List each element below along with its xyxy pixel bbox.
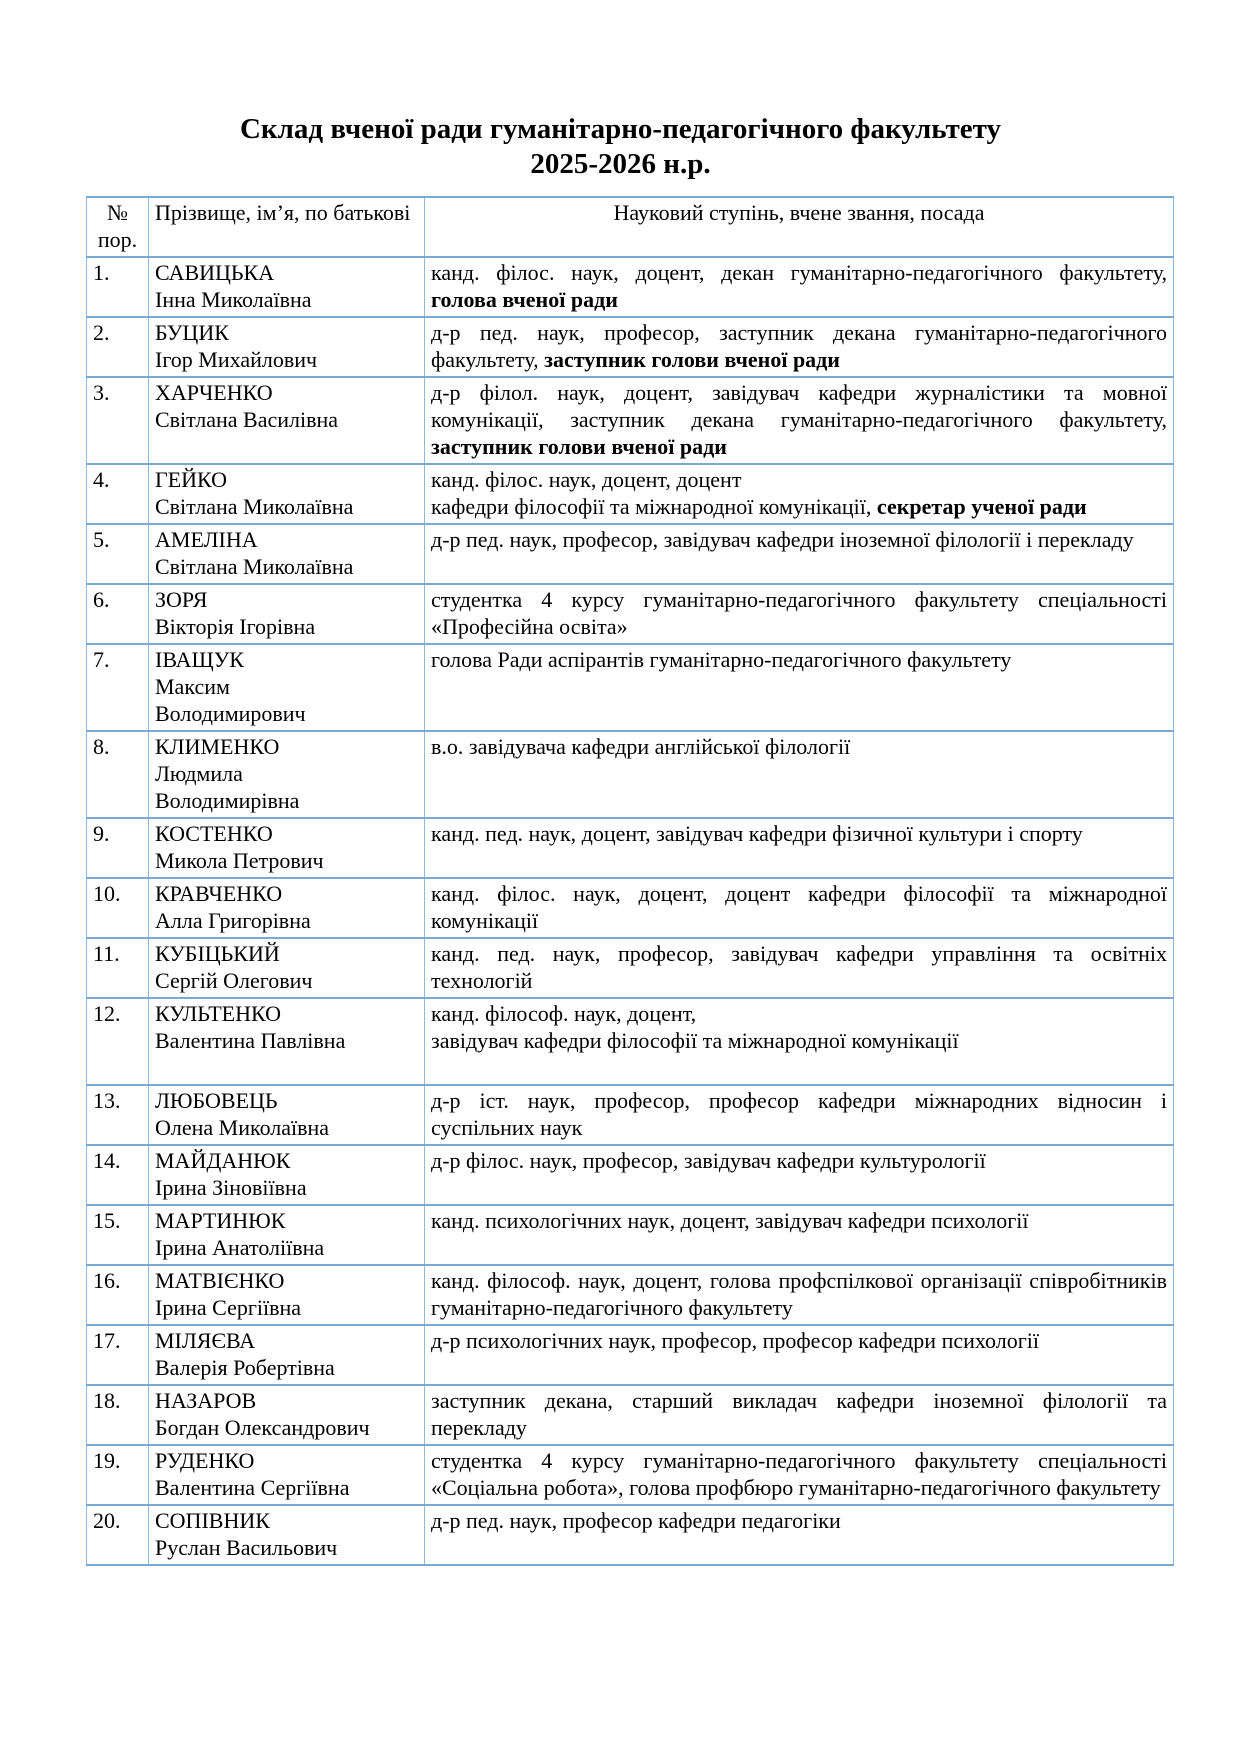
position-cell xyxy=(425,1325,1174,1385)
member-surname: МАЙДАНЮК xyxy=(155,1148,291,1173)
member-surname: ЛЮБОВЕЦЬ xyxy=(155,1088,278,1113)
position-text xyxy=(431,1000,1167,1054)
member-given-name: Ігор Михайлович xyxy=(155,347,318,372)
table-row xyxy=(87,1445,1174,1505)
name-cell xyxy=(149,377,425,464)
position-text xyxy=(431,1447,1167,1501)
name-cell xyxy=(149,1445,425,1505)
position-cell xyxy=(425,377,1174,464)
name-cell xyxy=(149,818,425,878)
position-text-segment: д-р пед. наук, професор, завідувач кафедри іноземної філології і перекладу xyxy=(431,527,1134,552)
document-title-line2: 2025-2026 н.р. xyxy=(530,148,711,180)
position-text-segment: канд. філос. наук, доцент, доцент кафедри філософії та міжнародної комунікації xyxy=(431,881,1167,933)
position-cell xyxy=(425,1445,1174,1505)
member-surname: КУЛЬТЕНКО xyxy=(155,1001,282,1026)
position-text-segment: в.о. завідувача кафедри англійської філології xyxy=(431,734,851,759)
position-text xyxy=(431,526,1167,553)
row-number-cell: 16. xyxy=(87,1265,149,1325)
name-cell xyxy=(149,584,425,644)
row-number-cell: 12. xyxy=(87,998,149,1085)
row-number-cell: 4. xyxy=(87,464,149,524)
name-cell xyxy=(149,524,425,584)
name-cell xyxy=(149,1385,425,1445)
position-text-segment: канд. пед. наук, доцент, завідувач кафедри фізичної культури і спорту xyxy=(431,821,1083,846)
member-surname: КЛИМЕНКО xyxy=(155,734,280,759)
position-text-segment: канд. філос. наук, доцент, доцент xyxy=(431,467,742,492)
position-text-segment: д-р філол. наук, доцент, завідувач кафедри журналістики та мовної комунікації, заступник декана гуманітарно-педагогічного факультету, xyxy=(431,380,1167,432)
position-cell xyxy=(425,1145,1174,1205)
position-cell xyxy=(425,1205,1174,1265)
name-cell xyxy=(149,464,425,524)
position-cell xyxy=(425,1505,1174,1565)
member-surname: МАРТИНЮК xyxy=(155,1208,286,1233)
position-cell xyxy=(425,731,1174,818)
position-bold-text: заступник голови вченої ради xyxy=(431,434,727,459)
name-cell xyxy=(149,257,425,317)
member-given-name: Валентина Сергіївна xyxy=(155,1475,350,1500)
table-row xyxy=(87,1265,1174,1325)
position-text-segment: д-р філос. наук, професор, завідувач кафедри культурології xyxy=(431,1148,986,1173)
position-text xyxy=(431,1147,1167,1174)
member-surname: ГЕЙКО xyxy=(155,467,228,492)
member-surname: МАТВІЄНКО xyxy=(155,1268,285,1293)
document-title xyxy=(0,112,1241,182)
position-cell xyxy=(425,1385,1174,1445)
member-surname: САВИЦЬКА xyxy=(155,260,275,285)
row-number-cell: 2. xyxy=(87,317,149,377)
row-number-cell: 15. xyxy=(87,1205,149,1265)
position-cell xyxy=(425,1085,1174,1145)
position-text xyxy=(431,880,1167,934)
row-number-cell: 14. xyxy=(87,1145,149,1205)
member-given-name: Світлана Миколаївна xyxy=(155,494,354,519)
position-text-segment: канд. психологічних наук, доцент, завідувач кафедри психології xyxy=(431,1208,1029,1233)
position-cell xyxy=(425,878,1174,938)
position-cell xyxy=(425,998,1174,1085)
position-bold-text: заступник голови вченої ради xyxy=(544,347,840,372)
table-row xyxy=(87,1145,1174,1205)
table-row xyxy=(87,1385,1174,1445)
member-surname: КОСТЕНКО xyxy=(155,821,273,846)
table-row xyxy=(87,1325,1174,1385)
position-text xyxy=(431,820,1167,847)
position-cell xyxy=(425,938,1174,998)
table-row xyxy=(87,1085,1174,1145)
table-row xyxy=(87,464,1174,524)
position-text xyxy=(431,1387,1167,1441)
position-text-segment: канд. філософ. наук, доцент, xyxy=(431,1001,697,1026)
name-cell xyxy=(149,1325,425,1385)
position-cell xyxy=(425,644,1174,731)
position-text xyxy=(431,1087,1167,1141)
header-name-cell: Прізвище, ім’я, по батькові xyxy=(149,197,425,257)
table-row xyxy=(87,938,1174,998)
table-row xyxy=(87,377,1174,464)
row-number-cell: 11. xyxy=(87,938,149,998)
table-header-row xyxy=(87,197,1174,257)
member-given-name: Володимирович xyxy=(155,701,306,726)
header-number-line2: пор. xyxy=(97,227,138,252)
position-text-segment: д-р психологічних наук, професор, професор кафедри психології xyxy=(431,1328,1039,1353)
row-number-cell: 17. xyxy=(87,1325,149,1385)
position-text-segment: студентка 4 курсу гуманітарно-педагогічного факультету спеціальності «Соціальна робота», голова профбюро гуманітарно-педагогічного факультету xyxy=(431,1448,1167,1500)
member-surname: КРАВЧЕНКО xyxy=(155,881,283,906)
member-surname: ІВАЩУК xyxy=(155,647,244,672)
row-number-cell: 10. xyxy=(87,878,149,938)
member-given-name: Валентина Павлівна xyxy=(155,1028,346,1053)
position-text xyxy=(431,1267,1167,1321)
position-cell xyxy=(425,464,1174,524)
table-row xyxy=(87,257,1174,317)
table-row xyxy=(87,317,1174,377)
position-text xyxy=(431,733,1167,760)
position-text xyxy=(431,940,1167,994)
position-text xyxy=(431,466,1167,520)
member-given-name: Світлана Миколаївна xyxy=(155,554,354,579)
member-surname: НАЗАРОВ xyxy=(155,1388,257,1413)
position-cell xyxy=(425,524,1174,584)
position-text-segment: заступник декана, старший викладач кафедри іноземної філології та перекладу xyxy=(431,1388,1167,1440)
member-given-name: Сергій Олегович xyxy=(155,968,313,993)
name-cell xyxy=(149,1505,425,1565)
member-given-name: Богдан Олександрович xyxy=(155,1415,370,1440)
name-cell xyxy=(149,1205,425,1265)
position-text xyxy=(431,1507,1167,1534)
position-text-segment: кафедри філософії та міжнародної комунікації, xyxy=(431,494,877,519)
member-given-name: Олена Миколаївна xyxy=(155,1115,330,1140)
position-text-segment: завідувач кафедри філософії та міжнародної комунікації xyxy=(431,1028,959,1053)
member-given-name: Світлана Василівна xyxy=(155,407,339,432)
member-given-name: Алла Григорівна xyxy=(155,908,311,933)
header-position-cell: Науковий ступінь, вчене звання, посада xyxy=(425,197,1174,257)
name-cell xyxy=(149,644,425,731)
member-surname: АМЕЛІНА xyxy=(155,527,258,552)
name-cell xyxy=(149,1145,425,1205)
row-number-cell: 9. xyxy=(87,818,149,878)
table-row xyxy=(87,998,1174,1085)
row-number-cell: 7. xyxy=(87,644,149,731)
position-text xyxy=(431,586,1167,640)
member-given-name: Руслан Васильович xyxy=(155,1535,338,1560)
member-given-name: Ірина Зіновіївна xyxy=(155,1175,307,1200)
table-row xyxy=(87,731,1174,818)
row-number-cell: 19. xyxy=(87,1445,149,1505)
member-surname: СОПІВНИК xyxy=(155,1508,270,1533)
name-cell xyxy=(149,1085,425,1145)
table-row xyxy=(87,644,1174,731)
table-header xyxy=(87,197,1174,257)
position-text xyxy=(431,379,1167,460)
name-cell xyxy=(149,1265,425,1325)
table-row xyxy=(87,878,1174,938)
row-number-cell: 8. xyxy=(87,731,149,818)
name-cell xyxy=(149,998,425,1085)
position-cell xyxy=(425,1265,1174,1325)
position-bold-text: секретар ученої ради xyxy=(876,494,1087,519)
member-surname: КУБІЦЬКИЙ xyxy=(155,941,280,966)
blank-line xyxy=(431,1054,1167,1081)
position-text-segment: д-р пед. наук, професор, заступник декана гуманітарно-педагогічного факультету, xyxy=(431,320,1167,372)
row-number-cell: 6. xyxy=(87,584,149,644)
name-cell xyxy=(149,317,425,377)
member-given-name: Людмила xyxy=(155,761,243,786)
member-given-name: Інна Миколаївна xyxy=(155,287,312,312)
member-surname: РУДЕНКО xyxy=(155,1448,255,1473)
position-text-segment: канд. філос. наук, доцент, декан гуманітарно-педагогічного факультету, xyxy=(431,260,1167,285)
member-surname: ХАРЧЕНКО xyxy=(155,380,273,405)
position-text-segment: д-р пед. наук, професор кафедри педагогіки xyxy=(431,1508,841,1533)
position-text-segment: студентка 4 курсу гуманітарно-педагогічного факультету спеціальності «Професійна освіта» xyxy=(431,587,1167,639)
header-number-cell xyxy=(87,197,149,257)
name-cell xyxy=(149,731,425,818)
row-number-cell: 1. xyxy=(87,257,149,317)
position-cell xyxy=(425,584,1174,644)
table-body xyxy=(87,257,1174,1565)
row-number-cell: 3. xyxy=(87,377,149,464)
row-number-cell: 5. xyxy=(87,524,149,584)
member-surname: ЗОРЯ xyxy=(155,587,208,612)
member-given-name: Максим xyxy=(155,674,230,699)
member-given-name: Ірина Сергіївна xyxy=(155,1295,302,1320)
position-text xyxy=(431,319,1167,373)
position-text-segment: д-р іст. наук, професор, професор кафедри міжнародних відносин і суспільних наук xyxy=(431,1088,1167,1140)
position-text-segment: голова Ради аспірантів гуманітарно-педагогічного факультету xyxy=(431,647,1012,672)
position-bold-text: голова вченої ради xyxy=(431,287,618,312)
position-text-segment: канд. пед. наук, професор, завідувач кафедри управління та освітніх технологій xyxy=(431,941,1167,993)
member-given-name: Валерія Робертівна xyxy=(155,1355,335,1380)
member-given-name: Володимирівна xyxy=(155,788,300,813)
name-cell xyxy=(149,878,425,938)
position-text xyxy=(431,1207,1167,1234)
position-cell xyxy=(425,317,1174,377)
member-given-name: Ірина Анатоліївна xyxy=(155,1235,325,1260)
member-given-name: Вікторія Ігорівна xyxy=(155,614,316,639)
position-text-segment: канд. філософ. наук, доцент, голова профспілкової організації співробітників гуманітарно-педагогічного факультету xyxy=(431,1268,1167,1320)
row-number-cell: 13. xyxy=(87,1085,149,1145)
table-row xyxy=(87,1205,1174,1265)
council-members-table xyxy=(86,196,1174,1566)
position-cell xyxy=(425,257,1174,317)
header-number-line1: № xyxy=(107,200,128,225)
document-title-line1: Склад вченої ради гуманітарно-педагогічного факультету xyxy=(239,113,1002,145)
position-cell xyxy=(425,818,1174,878)
position-text xyxy=(431,259,1167,313)
member-surname: БУЦИК xyxy=(155,320,229,345)
row-number-cell: 18. xyxy=(87,1385,149,1445)
table-row xyxy=(87,818,1174,878)
position-text xyxy=(431,646,1167,673)
name-cell xyxy=(149,938,425,998)
member-given-name: Микола Петрович xyxy=(155,848,324,873)
member-surname: МІЛЯЄВА xyxy=(155,1328,256,1353)
table-row xyxy=(87,584,1174,644)
row-number-cell: 20. xyxy=(87,1505,149,1565)
table-row xyxy=(87,524,1174,584)
position-text xyxy=(431,1327,1167,1354)
table-row xyxy=(87,1505,1174,1565)
